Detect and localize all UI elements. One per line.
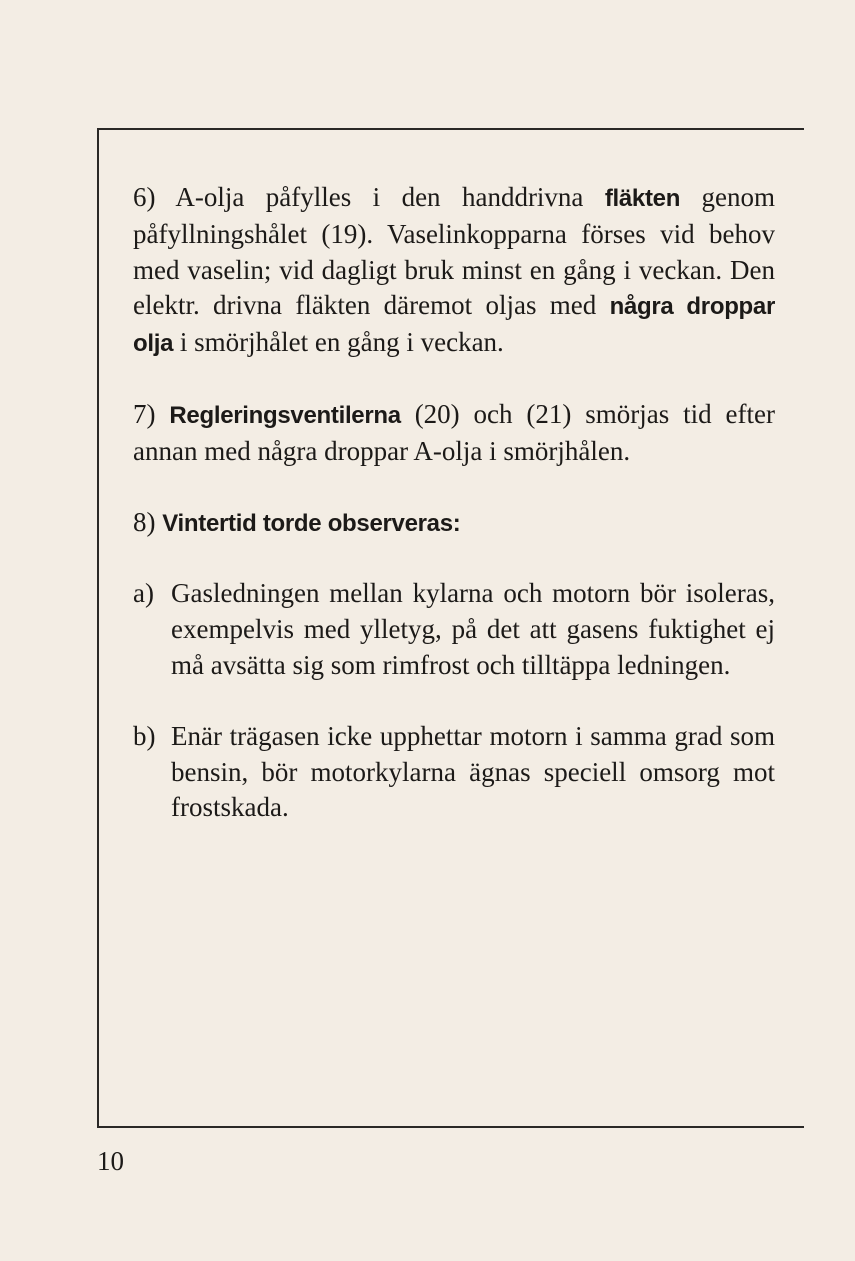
subitem-a-label: a) (133, 578, 154, 609)
item-7-text-1: (20) och (21) smörjas tid efter annan med några droppar A-olja i smörjhålen. (133, 398, 775, 466)
item-6-bold-1: fläkten (604, 185, 681, 212)
subitem-a-text: Gasledningen mellan kylarna och motorn bör isoleras, exempelvis med ylletyg, på det att gasens fuktighet ej må avsätta sig som rimfrost och tilltäppa ledningen. (171, 578, 775, 680)
subitem-b-label: b) (133, 720, 156, 751)
item-7-number: 7) (133, 398, 156, 429)
subitem-b (133, 719, 775, 826)
item-7-bold-1: Regleringsventilerna (169, 401, 401, 429)
item-6-number: 6) (133, 182, 156, 212)
instructions-text (133, 180, 775, 826)
item-8-heading: Vintertid torde observeras: (162, 509, 461, 537)
item-8-number: 8) (133, 506, 156, 537)
item-7 (133, 397, 775, 470)
item-8 (133, 505, 775, 542)
item-6-text-1: A-olja påfylles i den handdrivna (175, 182, 605, 212)
page-number: 10 (97, 1146, 124, 1176)
subitem-a (133, 576, 775, 683)
item-6-text-3: i smörjhålet en gång i veckan. (173, 327, 504, 358)
item-6-text-2: genom påfyllningshålet (19). Vaselinkopparna förses vid behov med vaselin; vid dagligt bruk minst en gång i veckan. Den elektr. drivna fläkten däremot oljas med (133, 182, 775, 321)
item-6-bold-2: några droppar olja (133, 293, 776, 358)
subitem-b-text: Enär trägasen icke upphettar motorn i samma grad som bensin, bör motorkylarna ägnas speciell omsorg mot frostskada. (171, 720, 775, 823)
item-6 (133, 180, 775, 362)
